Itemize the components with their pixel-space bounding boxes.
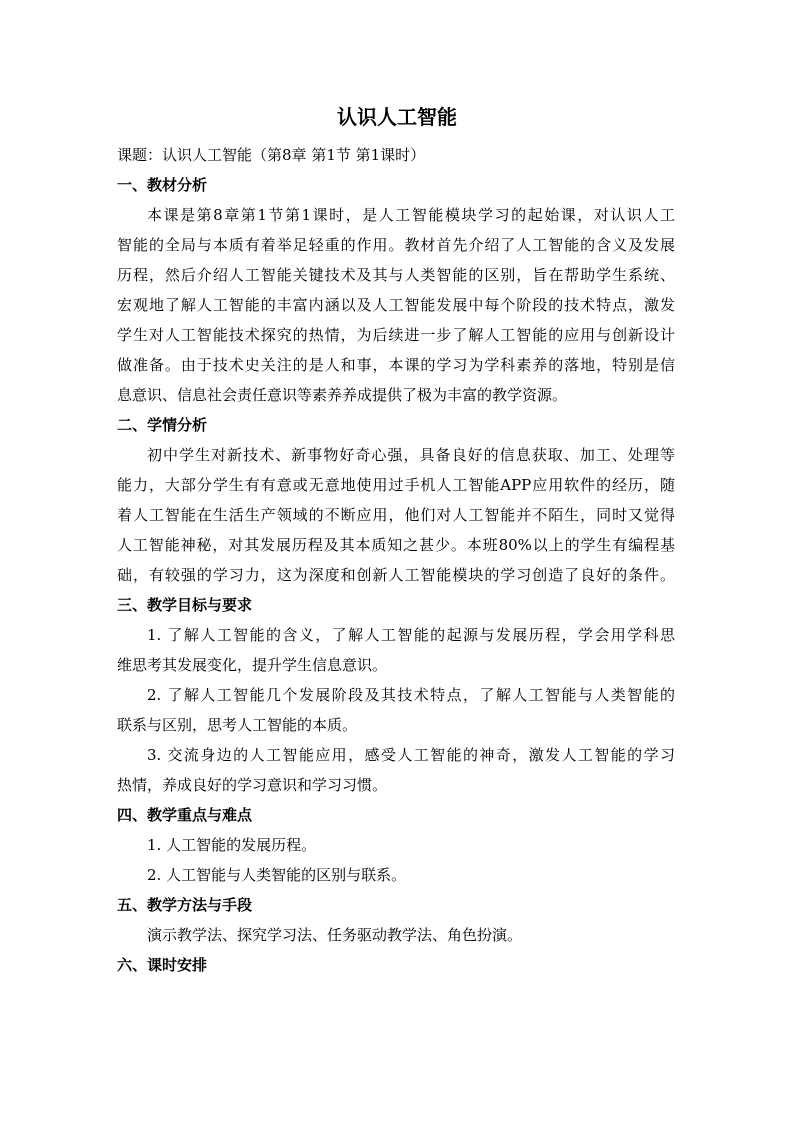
goal-item-line: 1. 了解人工智能的含义，了解人工智能的起源与发展历程，学会用学科思 <box>147 626 675 644</box>
goal-item-line: 3. 交流身边的人工智能应用，感受人工智能的神奇，激发人工智能的学习 <box>147 746 675 764</box>
paragraph-line: 人工智能神秘，对其发展历程及其本质知之甚少。本班80%以上的学生有编程基 <box>117 536 675 554</box>
paragraph-line: 能力，大部分学生有有意或无意地使用过手机人工智能APP应用软件的经历，随 <box>117 476 675 494</box>
paragraph-line: 着人工智能在生活生产领域的不断应用，他们对人工智能并不陌生，同时又觉得 <box>117 506 675 524</box>
paragraph-line: 做准备。由于技术史关注的是人和事，本课的学习为学科素养的落地，特别是信 <box>117 356 675 374</box>
section-heading-key-points: 四、教学重点与难点 <box>117 806 253 824</box>
paragraph-line: 初中学生对新技术、新事物好奇心强，具备良好的信息获取、加工、处理等 <box>147 446 675 464</box>
key-point-item: 1. 人工智能的发展历程。 <box>147 836 317 854</box>
document-title: 认识人工智能 <box>337 105 457 129</box>
section-heading-class-schedule: 六、课时安排 <box>117 956 208 974</box>
paragraph-line: 智能的全局与本质有着举足轻重的作用。教材首先介绍了人工智能的含义及发展 <box>117 236 675 254</box>
key-point-item: 2. 人工智能与人类智能的区别与联系。 <box>147 866 407 884</box>
paragraph-line: 学生对人工智能技术探究的热情，为后续进一步了解人工智能的应用与创新设计 <box>117 326 675 344</box>
method-line: 演示教学法、探究学习法、任务驱动教学法、角色扮演。 <box>147 926 523 944</box>
section-heading-textbook-analysis: 一、教材分析 <box>117 176 208 194</box>
document-body <box>117 140 675 980</box>
section-heading-teaching-goals: 三、教学目标与要求 <box>117 596 253 614</box>
goal-item-line: 维思考其发展变化，提升学生信息意识。 <box>117 656 388 674</box>
goal-item-line: 2. 了解人工智能几个发展阶段及其技术特点，了解人工智能与人类智能的 <box>147 686 675 704</box>
paragraph-line: 础，有较强的学习力，这为深度和创新人工智能模块的学习创造了良好的条件。 <box>117 566 675 584</box>
goal-item-line: 热情，养成良好的学习意识和学习习惯。 <box>117 776 388 794</box>
subject-line: 课题：认识人工智能（第8章 第1节 第1课时） <box>117 146 426 164</box>
paragraph-line: 本课是第8章第1节第1课时，是人工智能模块学习的起始课，对认识人工 <box>147 206 675 224</box>
paragraph-line: 宏观地了解人工智能的丰富内涵以及人工智能发展中每个阶段的技术特点，激发 <box>117 296 675 314</box>
paragraph-line: 息意识、信息社会责任意识等素养养成提供了极为丰富的教学资源。 <box>117 386 568 404</box>
section-heading-teaching-methods: 五、教学方法与手段 <box>117 896 253 914</box>
paragraph-line: 历程，然后介绍人工智能关键技术及其与人类智能的区别，旨在帮助学生系统、 <box>117 266 675 284</box>
goal-item-line: 联系与区别，思考人工智能的本质。 <box>117 716 358 734</box>
section-heading-student-analysis: 二、学情分析 <box>117 416 208 434</box>
